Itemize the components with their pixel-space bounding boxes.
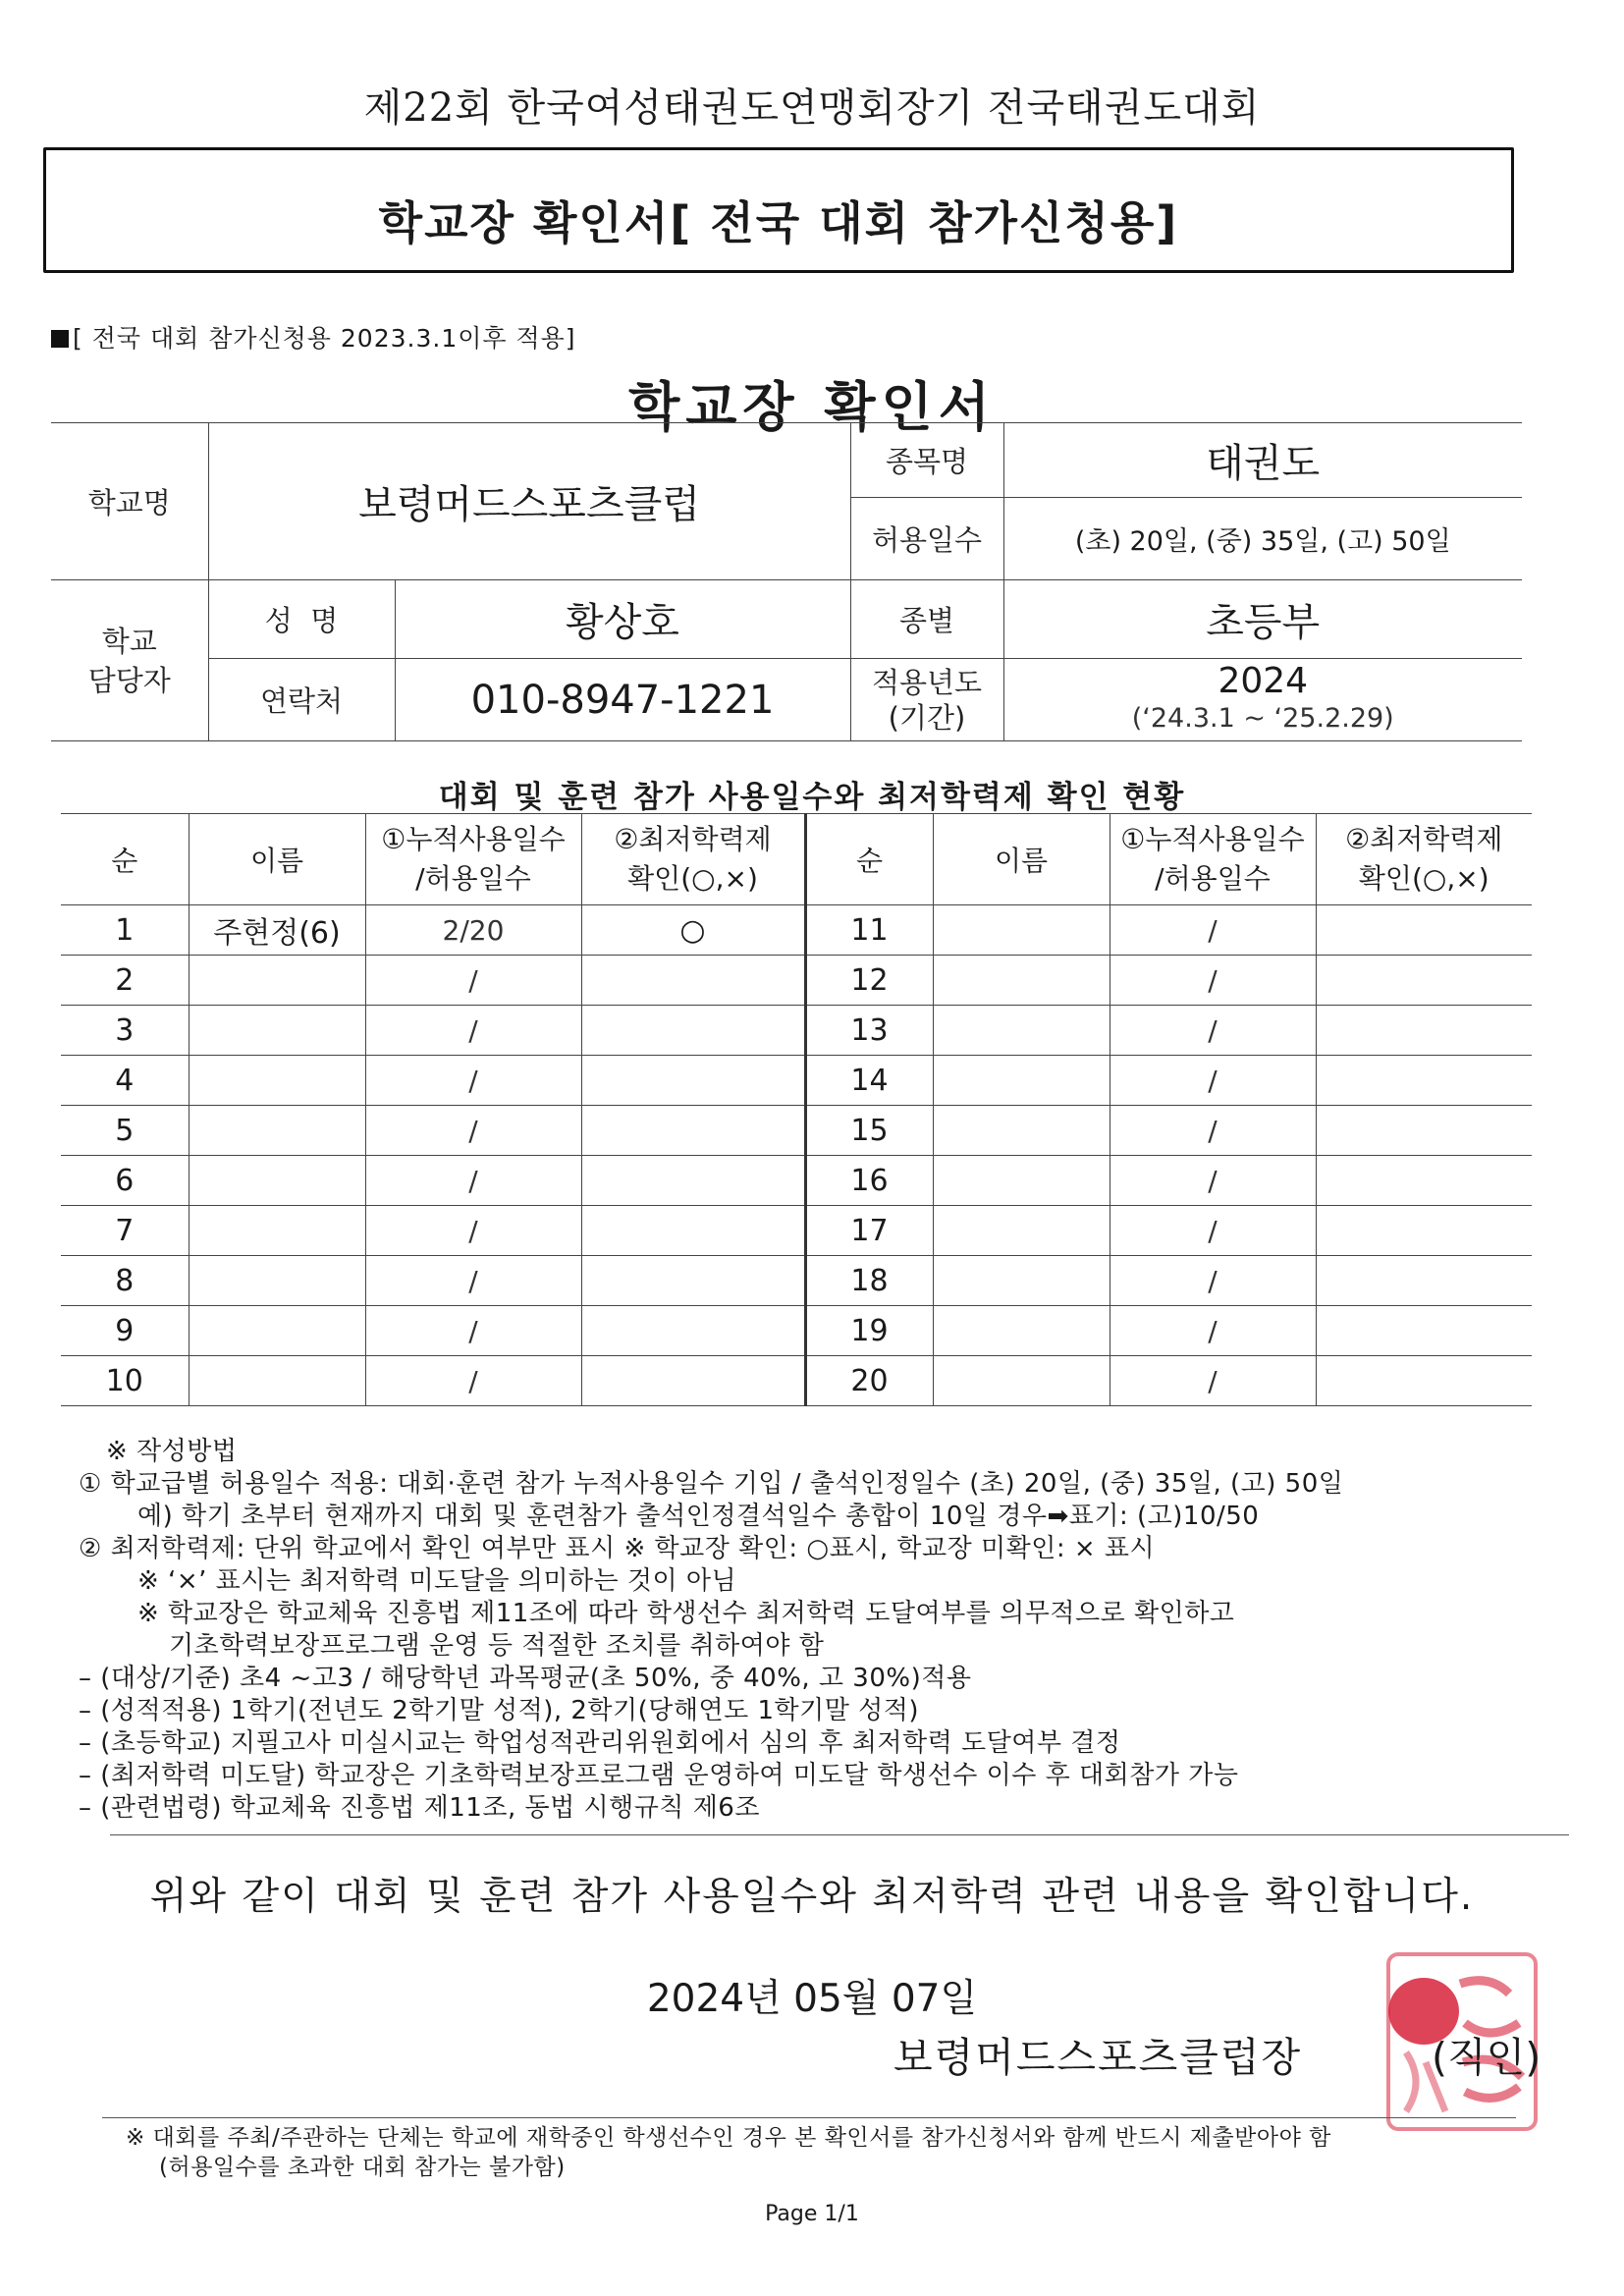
roster-left-no: 7: [61, 1206, 189, 1256]
roster-right-academic: [1316, 905, 1532, 956]
manager-name-label: 성 명: [208, 580, 395, 659]
roster-right-days: /: [1110, 905, 1316, 956]
roster-right-no: 13: [805, 1006, 933, 1056]
division-value: 초등부: [1003, 580, 1522, 659]
roster-right-days: /: [1110, 1206, 1316, 1256]
footnote-divider: [102, 2117, 1516, 2118]
roster-right-name: [933, 1106, 1110, 1156]
roster-right-days: /: [1110, 1306, 1316, 1356]
roster-right-name: [933, 1156, 1110, 1206]
roster-right-no: 16: [805, 1156, 933, 1206]
roster-right-name: [933, 1356, 1110, 1406]
table-row: [61, 1256, 1532, 1306]
header-academic: ②최저학력제 확인(○,×): [581, 814, 805, 905]
main-title: 학교장 확인서: [628, 376, 996, 438]
method-line: ※ ‘×’ 표시는 최저학력 미도달을 의미하는 것이 아님: [137, 1566, 737, 1596]
roster-right-no: 18: [805, 1256, 933, 1306]
allowed-days-label: 허용일수: [850, 498, 1003, 580]
roster-right-name: [933, 1006, 1110, 1056]
table-row: [61, 956, 1532, 1006]
writing-method: [79, 1436, 1559, 1825]
info-table: [51, 422, 1522, 741]
roster-right-no: 15: [805, 1106, 933, 1156]
roster-left-no: 8: [61, 1256, 189, 1306]
division-label: 종별: [850, 580, 1003, 659]
table-row: [61, 1106, 1532, 1156]
school-name-value: 보령머드스포츠클럽: [208, 423, 850, 580]
contact-value: 010-8947-1221: [395, 659, 850, 741]
roster-right-name: [933, 1206, 1110, 1256]
roster-right-academic: [1316, 1256, 1532, 1306]
footnote: [126, 2123, 1520, 2182]
table-row: [61, 1356, 1532, 1406]
page-number: Page 1/1: [765, 2202, 859, 2226]
roster-right-days: /: [1110, 1056, 1316, 1106]
roster-right-academic: [1316, 1156, 1532, 1206]
roster-left-name: [189, 1106, 365, 1156]
method-heading: ※ 작성방법: [106, 1437, 238, 1466]
roster-left-days: /: [365, 1206, 581, 1256]
roster-left-academic: [581, 956, 805, 1006]
confirmation-statement: 위와 같이 대회 및 훈련 참가 사용일수와 최저학력 관련 내용을 확인합니다.: [149, 1875, 1475, 1919]
square-bullet-icon: [51, 330, 69, 348]
roster-left-days: /: [365, 1006, 581, 1056]
method-line: ① 학교급별 허용일수 적용: 대회·훈련 참가 누적사용일수 기입 / 출석인정일수 (초) 20일, (중) 35일, (고) 50일: [79, 1469, 1344, 1499]
year-value: 2024: [1218, 660, 1309, 701]
application-note-text: [ 전국 대회 참가신청용 2023.3.1이후 적용]: [73, 324, 576, 353]
table-row: [61, 1306, 1532, 1356]
roster-left-name: [189, 956, 365, 1006]
method-line: ※ 학교장은 학교체육 진흥법 제11조에 따라 학생선수 최저학력 도달여부를 의무적으로 확인하고: [137, 1599, 1235, 1628]
roster-left-no: 3: [61, 1006, 189, 1056]
roster-right-days: /: [1110, 1256, 1316, 1306]
roster-left-no: 10: [61, 1356, 189, 1406]
roster-right-no: 17: [805, 1206, 933, 1256]
roster-left-name: 주현정(6): [189, 905, 365, 956]
header-name: 이름: [189, 814, 365, 905]
roster-left-name: [189, 1056, 365, 1106]
roster-left-academic: [581, 1356, 805, 1406]
signer-name: 보령머드스포츠클럽장: [893, 2034, 1303, 2081]
roster-left-no: 5: [61, 1106, 189, 1156]
roster-left-days: /: [365, 1256, 581, 1306]
roster-right-name: [933, 1056, 1110, 1106]
roster-right-no: 11: [805, 905, 933, 956]
roster-right-academic: [1316, 1356, 1532, 1406]
roster-left-no: 9: [61, 1306, 189, 1356]
method-line: – (성적적용) 1학기(전년도 2학기말 성적), 2학기(당해연도 1학기말 성적): [79, 1696, 920, 1725]
manager-label: 학교 담당자: [51, 580, 208, 741]
event-label: 종목명: [850, 423, 1003, 498]
roster-left-academic: [581, 1056, 805, 1106]
roster-left-academic: [581, 1006, 805, 1056]
roster-right-no: 12: [805, 956, 933, 1006]
method-line: ② 최저학력제: 단위 학교에서 확인 여부만 표시 ※ 학교장 확인: ○표시, 학교장 미확인: × 표시: [79, 1534, 1156, 1563]
roster-left-name: [189, 1206, 365, 1256]
header-academic-right: ②최저학력제 확인(○,×): [1316, 814, 1532, 905]
roster-left-no: 6: [61, 1156, 189, 1206]
roster-right-name: [933, 905, 1110, 956]
roster-right-name: [933, 1256, 1110, 1306]
form-title: 학교장 확인서[ 전국 대회 참가신청용]: [378, 196, 1179, 249]
header-name-right: 이름: [933, 814, 1110, 905]
footnote-line: (허용일수를 초과한 대회 참가는 불가함): [159, 2155, 566, 2180]
section-title: 대회 및 훈련 참가 사용일수와 최저학력제 확인 현황: [438, 780, 1186, 815]
seal-label: (직인): [1432, 2034, 1542, 2081]
roster-left-academic: [581, 1306, 805, 1356]
roster-left-days: /: [365, 1156, 581, 1206]
roster-right-academic: [1316, 1056, 1532, 1106]
competition-title: 제22회 한국여성태권도연맹회장기 전국태권도대회: [363, 85, 1261, 131]
roster-right-days: /: [1110, 1006, 1316, 1056]
roster-left-days: /: [365, 1056, 581, 1106]
roster-left-name: [189, 1306, 365, 1356]
roster-left-days: /: [365, 1306, 581, 1356]
roster-left-days: 2/20: [365, 905, 581, 956]
table-row: [61, 1056, 1532, 1106]
header-days-right: ①누적사용일수 /허용일수: [1110, 814, 1316, 905]
roster-left-days: /: [365, 1356, 581, 1406]
roster-left-name: [189, 1006, 365, 1056]
allowed-days-value: (초) 20일, (중) 35일, (고) 50일: [1003, 498, 1522, 580]
year-period: (‘24.3.1 ~ ‘25.2.29): [1131, 702, 1394, 734]
roster-right-days: /: [1110, 1356, 1316, 1406]
table-row: [61, 1206, 1532, 1256]
roster-left-days: /: [365, 956, 581, 1006]
manager-name-value: 황상호: [395, 580, 850, 659]
footnote-line: ※ 대회를 주최/주관하는 단체는 학교에 재학중인 학생선수인 경우 본 확인서를 참가신청서와 함께 반드시 제출받아야 함: [126, 2125, 1331, 2151]
roster-left-academic: [581, 1206, 805, 1256]
method-line: – (최저학력 미도달) 학교장은 기초학력보장프로그램 운영하여 미도달 학생선수 이수 후 대회참가 가능: [79, 1761, 1239, 1790]
table-row: [61, 905, 1532, 956]
roster-left-name: [189, 1356, 365, 1406]
method-line: 기초학력보장프로그램 운영 등 적절한 조치를 취하여야 함: [169, 1631, 825, 1661]
roster-left-academic: [581, 1156, 805, 1206]
roster-right-days: /: [1110, 1156, 1316, 1206]
roster-right-academic: [1316, 1206, 1532, 1256]
roster-right-name: [933, 1306, 1110, 1356]
roster-right-no: 20: [805, 1356, 933, 1406]
roster-right-academic: [1316, 956, 1532, 1006]
roster-right-academic: [1316, 1006, 1532, 1056]
issue-date: 2024년 05월 07일: [646, 1977, 978, 2021]
roster-right-name: [933, 956, 1110, 1006]
roster-left-academic: ○: [581, 905, 805, 956]
year-cell: [1003, 659, 1522, 741]
roster-left-academic: [581, 1256, 805, 1306]
roster-left-no: 1: [61, 905, 189, 956]
roster-left-days: /: [365, 1106, 581, 1156]
roster-right-academic: [1316, 1106, 1532, 1156]
roster-right-days: /: [1110, 956, 1316, 1006]
contact-label: 연락처: [208, 659, 395, 741]
header-no: 순: [61, 814, 189, 905]
method-line: – (초등학교) 지필고사 미실시교는 학업성적관리위원회에서 심의 후 최저학력 도달여부 결정: [79, 1728, 1121, 1758]
roster-right-no: 14: [805, 1056, 933, 1106]
year-label: 적용년도 (기간): [850, 659, 1003, 741]
roster-right-days: /: [1110, 1106, 1316, 1156]
header-no-right: 순: [805, 814, 933, 905]
event-value: 태권도: [1003, 423, 1522, 498]
roster-table: [61, 813, 1532, 1406]
school-name-label: 학교명: [51, 423, 208, 580]
method-line: – (대상/기준) 초4 ~고3 / 해당학년 과목평균(초 50%, 중 40%, 고 30%)적용: [79, 1664, 972, 1693]
form-title-box: [43, 147, 1514, 273]
table-row: [61, 1006, 1532, 1056]
roster-left-no: 2: [61, 956, 189, 1006]
method-line: – (관련법령) 학교체육 진흥법 제11조, 동법 시행규칙 제6조: [79, 1793, 760, 1823]
divider-line: [110, 1834, 1569, 1835]
roster-right-no: 19: [805, 1306, 933, 1356]
roster-left-no: 4: [61, 1056, 189, 1106]
header-days: ①누적사용일수 /허용일수: [365, 814, 581, 905]
roster-left-name: [189, 1156, 365, 1206]
table-row: [61, 1156, 1532, 1206]
application-note: [51, 319, 576, 355]
roster-left-academic: [581, 1106, 805, 1156]
roster-left-name: [189, 1256, 365, 1306]
method-line: 예) 학기 초부터 현재까지 대회 및 훈련참가 출석인정결석일수 총합이 10일 경우➡표기: (고)10/50: [137, 1502, 1260, 1531]
roster-right-academic: [1316, 1306, 1532, 1356]
